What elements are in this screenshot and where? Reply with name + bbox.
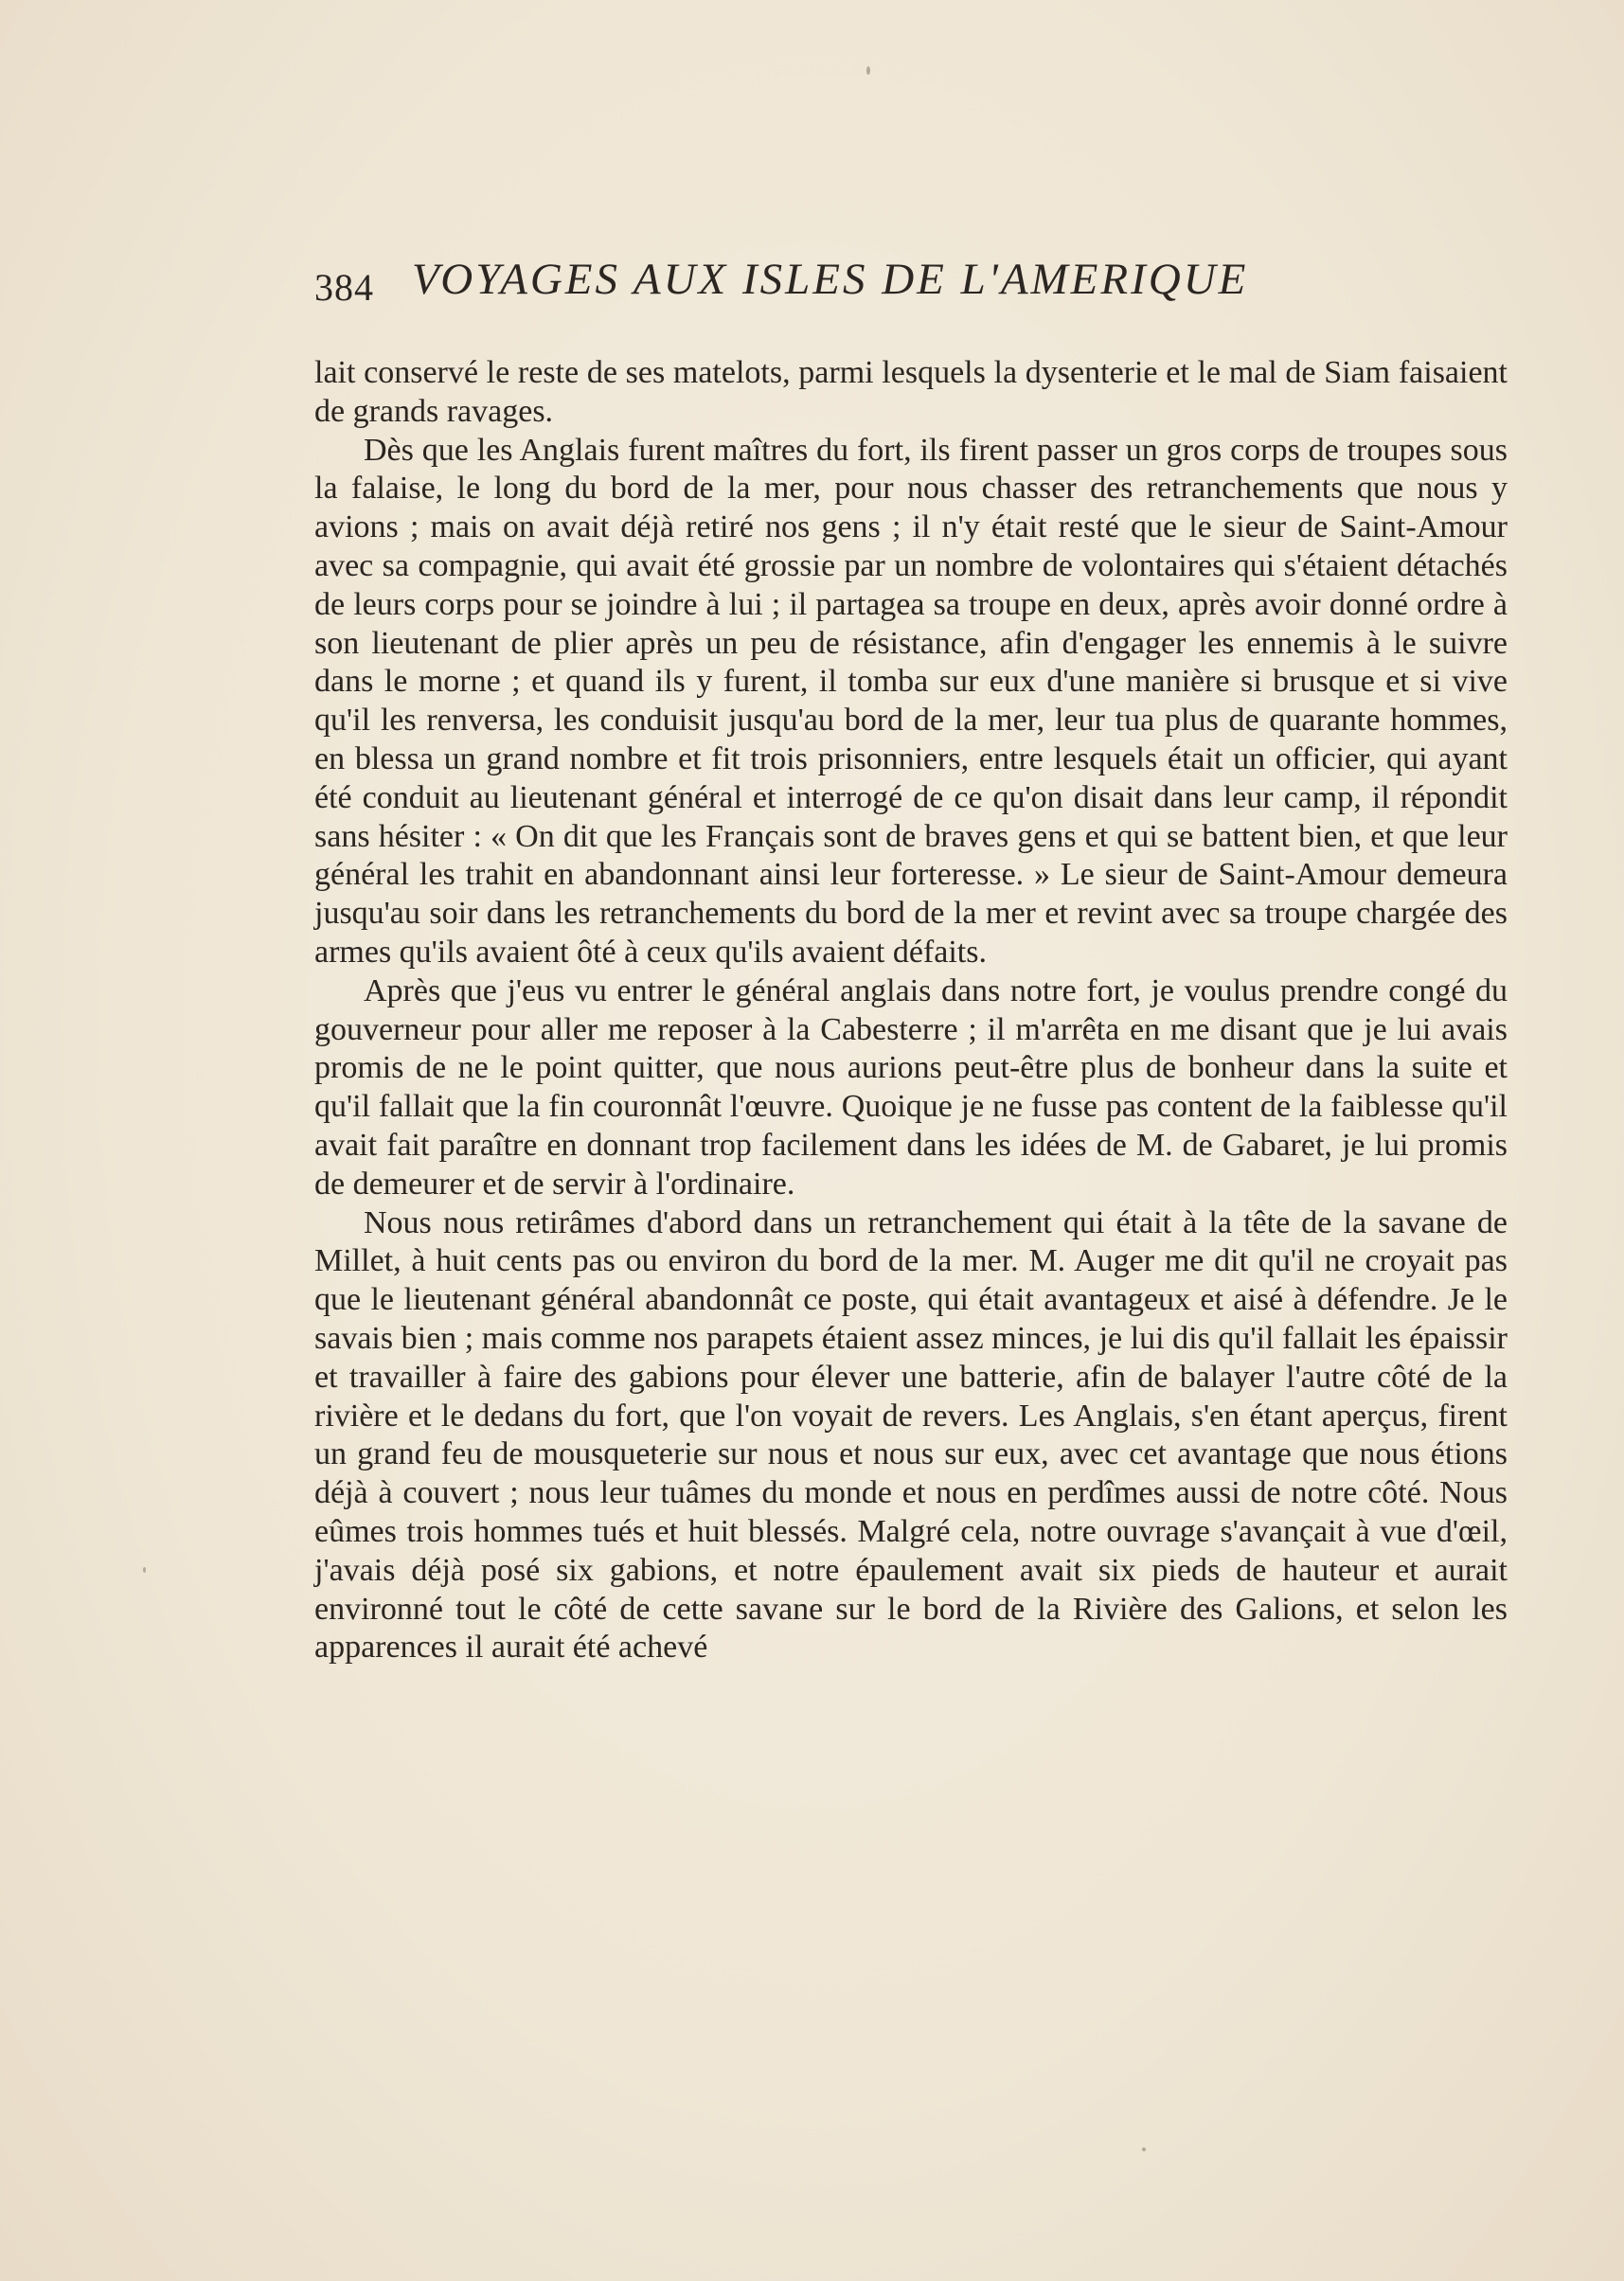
page-number: 384 (314, 266, 374, 309)
paragraph-3: Après que j'eus vu entrer le général anglais dans notre fort, je voulus prendre congé du gouverneur pour aller me reposer à la Cabesterre ; il m'arrêta en me disant que je lui avais promis de ne le point quitter, que nous aurions peut-être plus de bonheur dans la suite et qu'il fallait que la fin couronnât l'œuvre. Quoique je ne fusse pas content de la faiblesse qu'il avait fait paraître en donnant trop facilement dans les idées de M. de Gabaret, je lui promis de demeurer et de servir à l'ordinaire. (314, 972, 1508, 1202)
paper-speck (143, 1567, 146, 1573)
paragraph-2: Dès que les Anglais furent maîtres du fort, ils firent passer un gros corps de troupes sous la falaise, le long du bord de la mer, pour nous chasser des retranchements que nous y avions ; mais on avait déjà retiré nos gens ; il n'y était resté que le sieur de Saint-Amour avec sa compagnie, qui avait été grossie par un nombre de volontaires qui s'étaient détachés de leurs corps pour se joindre à lui ; il partagea sa troupe en deux, après avoir donné ordre à son lieutenant de plier après un peu de résistance, afin d'engager les ennemis à le suivre dans le morne ; et quand ils y furent, il tomba sur eux d'une manière si brusque et si vive qu'il les renversa, les conduisit jusqu'au bord de la mer, leur tua plus de quarante hommes, en blessa un grand nombre et fit trois prisonniers, entre lesquels était un officier, qui ayant été conduit au lieutenant général et interrogé de ce qu'on disait dans leur camp, il répondit sans hésiter : « On dit que les Français sont de braves gens et qui se battent bien, et que leur général les trahit en abandonnant ainsi leur forteresse. » Le sieur de Saint-Amour demeura jusqu'au soir dans les retranchements du bord de la mer et revint avec sa troupe chargée des armes qu'ils avaient ôté à ceux qu'ils avaient défaits. (314, 432, 1508, 970)
paper-speck (1142, 2147, 1146, 2151)
running-head (314, 248, 1508, 324)
running-title: VOYAGES AUX ISLES DE L'AMERIQUE (412, 255, 1249, 304)
paragraph-1: lait conservé le reste de ses matelots, parmi lesquels la dysenterie et le mal de Siam faisaient de grands ravages. (314, 355, 1508, 429)
paragraph-4: Nous nous retirâmes d'abord dans un retranchement qui était à la tête de la savane de Millet, à huit cents pas ou environ du bord de la mer. M. Auger me dit qu'il ne croyait pas que le lieutenant général abandonnât ce poste, qui était avantageux et aisé à défendre. Je le savais bien ; mais comme nos parapets étaient assez minces, je lui dis qu'il fallait les épaissir et travailler à faire des gabions pour élever une batterie, afin de balayer l'autre côté de la rivière et le dedans du fort, que l'on voyait de revers. Les Anglais, s'en étant aperçus, firent un grand feu de mousqueterie sur nous et nous sur eux, avec cet avantage que nous étions déjà à couvert ; nous leur tuâmes du monde et nous en perdîmes aussi de notre côté. Nous eûmes trois hommes tués et huit blessés. Malgré cela, notre ouvrage s'avançait à vue d'œil, j'avais déjà posé six gabions, et notre épaulement avait six pieds de hauteur et aurait environné tout le côté de cette savane sur le bord de la Rivière des Galions, et selon les apparences il aurait été achevé (314, 1204, 1508, 1666)
body-text (314, 354, 1508, 1667)
paper-speck (866, 66, 870, 75)
